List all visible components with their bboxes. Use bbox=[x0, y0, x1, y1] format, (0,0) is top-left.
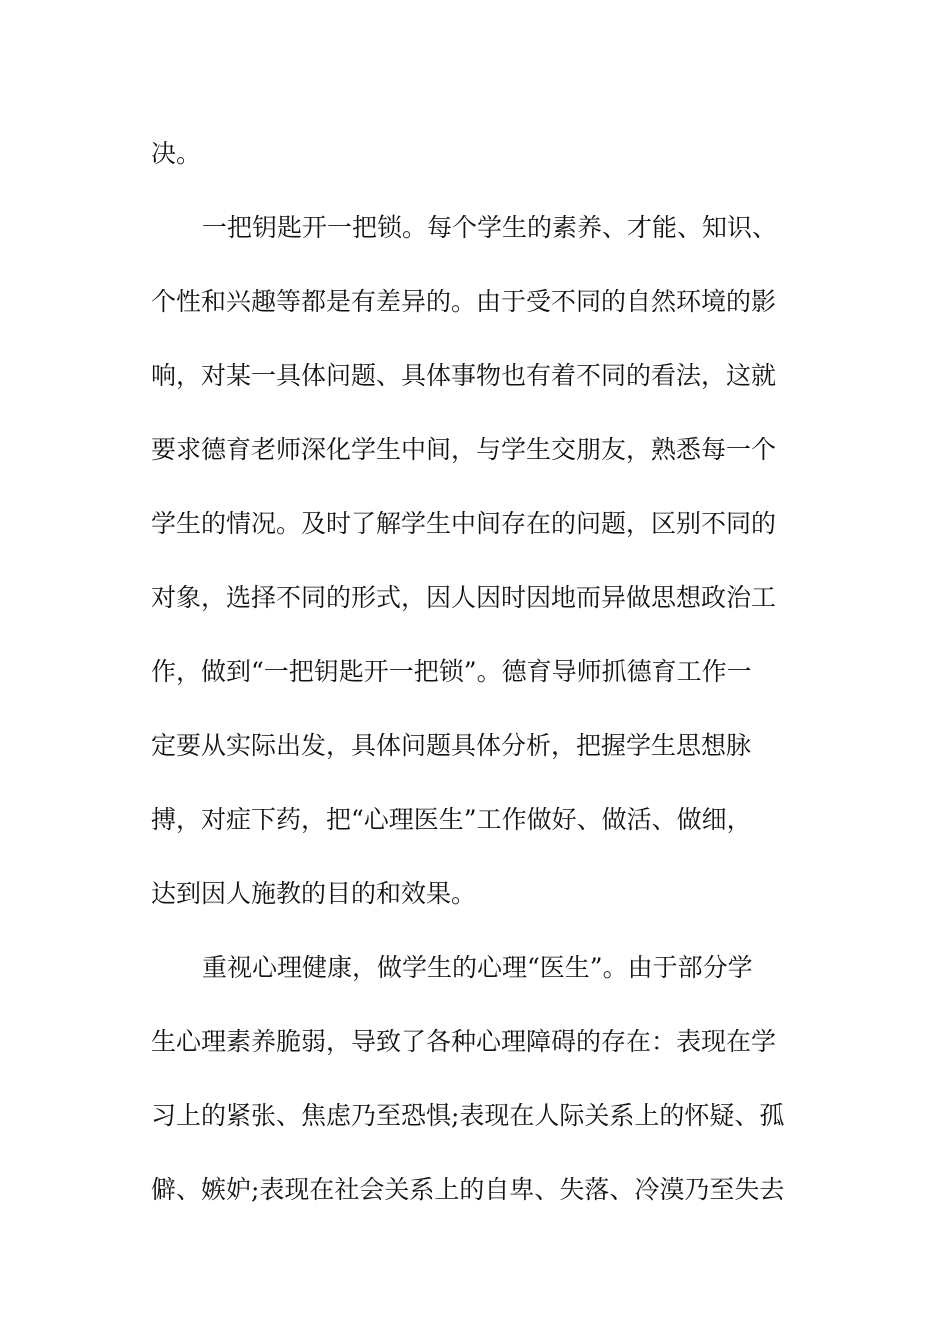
text-line: 作，做到“一把钥匙开一把锁”。德育导师抓德育工作一 bbox=[151, 657, 752, 686]
paragraph-first-line: 重视心理健康，做学生的心理“医生”。由于部分学 bbox=[202, 953, 753, 982]
text-line: 决。 bbox=[151, 139, 202, 168]
text-line: 习上的紧张、焦虑乃至恐惧;表现在人际关系上的怀疑、孤 bbox=[151, 1101, 785, 1130]
text-line: 学生的情况。及时了解学生中间存在的问题，区别不同的 bbox=[151, 509, 777, 538]
text-line: 僻、嫉妒;表现在社会关系上的自卑、失落、冷漠乃至失去 bbox=[151, 1175, 785, 1204]
text-line: 搏，对症下药，把“心理医生”工作做好、做活、做细， bbox=[151, 805, 752, 834]
text-line: 定要从实际出发，具体问题具体分析，把握学生思想脉 bbox=[151, 731, 752, 760]
text-line: 对象，选择不同的形式，因人因时因地而异做思想政治工 bbox=[151, 583, 777, 612]
paragraph-first-line: 一把钥匙开一把锁。每个学生的素养、才能、知识、 bbox=[202, 213, 778, 242]
text-line: 要求德育老师深化学生中间，与学生交朋友，熟悉每一个 bbox=[151, 435, 777, 464]
text-line: 个性和兴趣等都是有差异的。由于受不同的自然环境的影 bbox=[151, 287, 777, 316]
text-line: 达到因人施教的目的和效果。 bbox=[151, 879, 477, 908]
text-line: 生心理素养脆弱，导致了各种心理障碍的存在：表现在学 bbox=[151, 1027, 777, 1056]
text-line: 响，对某一具体问题、具体事物也有着不同的看法，这就 bbox=[151, 361, 777, 390]
